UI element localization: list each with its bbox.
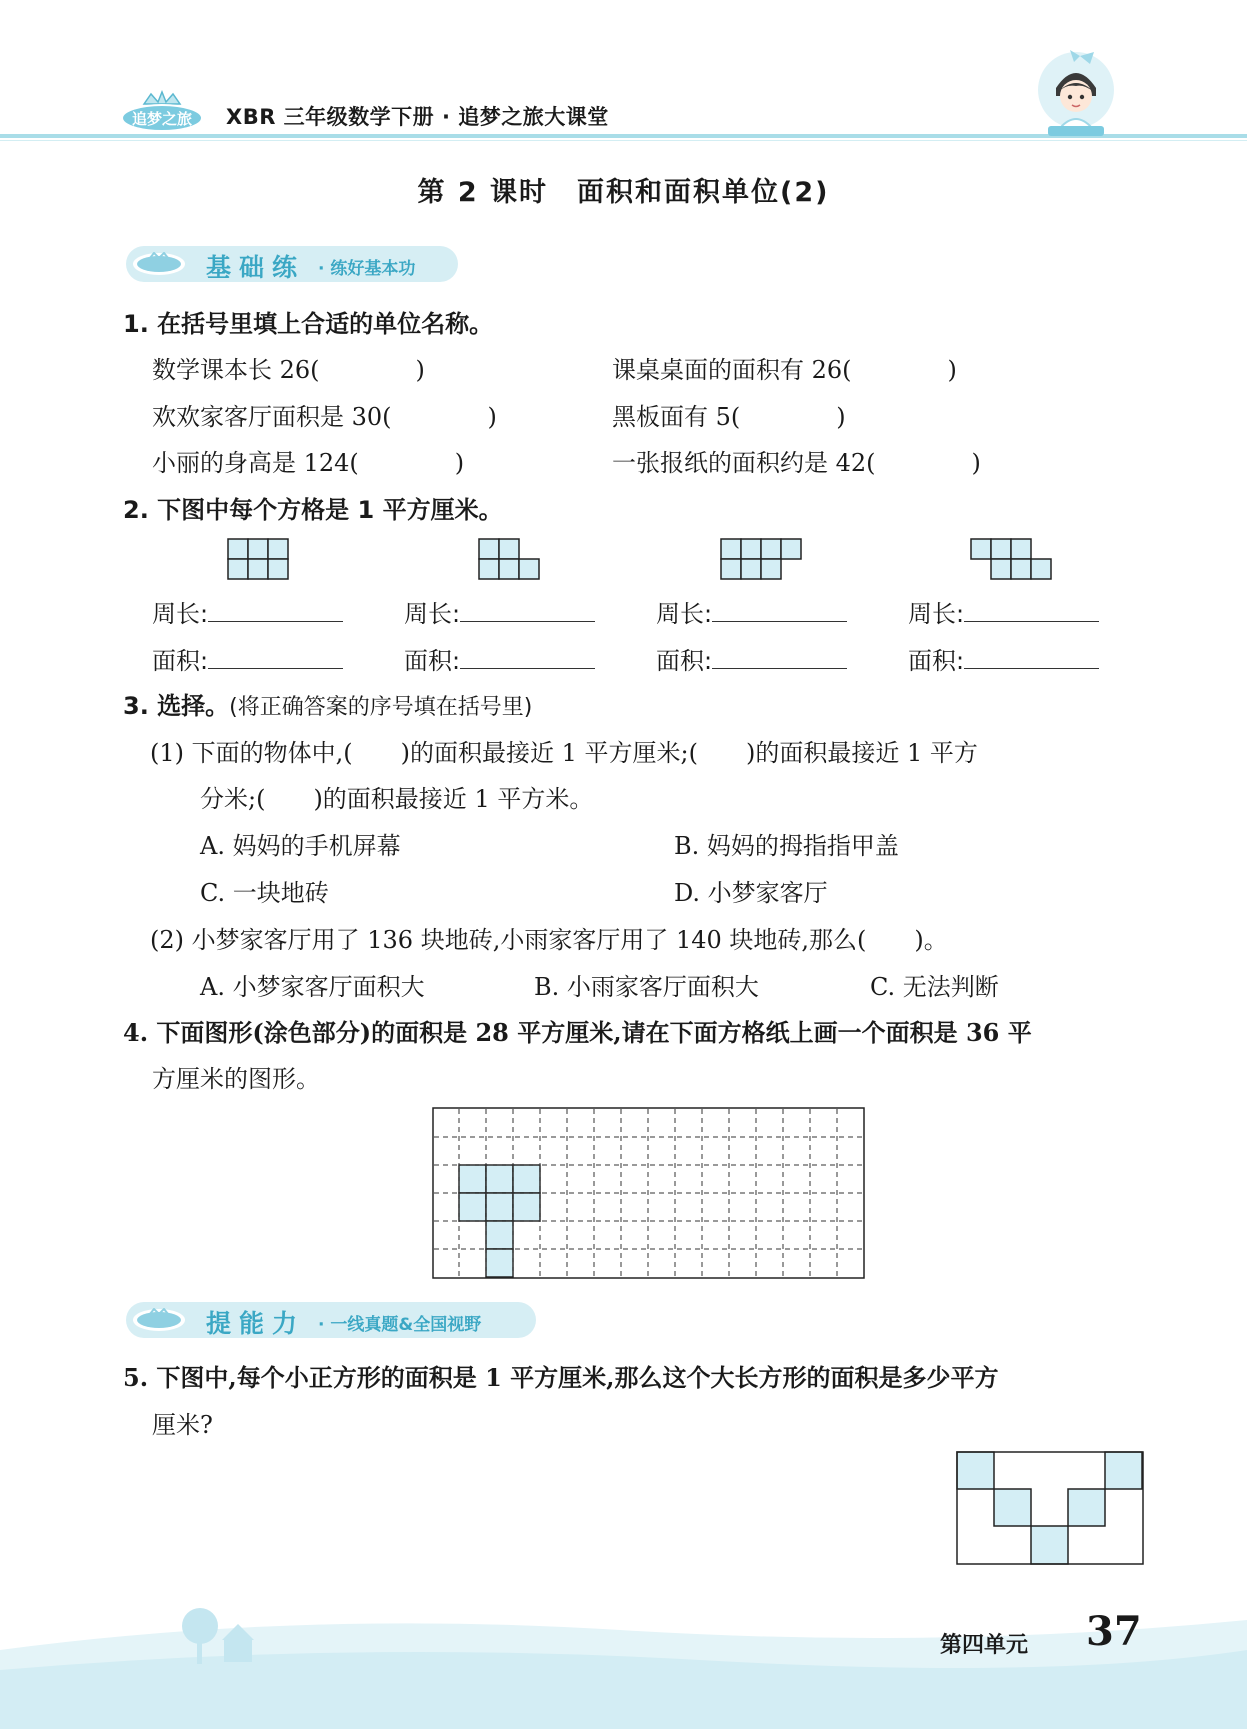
- q3-part2-option-a: A. 小梦家客厅面积大: [200, 973, 425, 1001]
- q5-line1: [123, 1358, 999, 1393]
- q2-area-row-3: [656, 641, 847, 676]
- q3-part1-line2: 分米;( )的面积最接近 1 平方米。: [200, 785, 594, 813]
- perimeter-label: 周长:: [908, 600, 965, 628]
- q1-item-2: 课桌桌面的面积有 26( ): [612, 356, 957, 384]
- q5-text-line1: 5. 下图中,每个小正方形的面积是 1 平方厘米,那么这个大长方形的面积是多少平方: [123, 1363, 999, 1392]
- lesson-title: 第 2 课时 面积和面积单位(2): [417, 177, 830, 208]
- section-banner-advanced: [126, 1302, 536, 1338]
- q3-title: 3. 选择。: [123, 692, 230, 720]
- q1-title: 1. 在括号里填上合适的单位名称。: [123, 310, 494, 338]
- section-title-advanced: 提能力: [206, 1309, 306, 1338]
- footer-unit-label: 第四单元: [940, 1633, 1029, 1658]
- answer-line: [712, 597, 847, 622]
- q3-option-c: C. 一块地砖: [200, 879, 329, 907]
- brand-logo: [118, 90, 206, 134]
- q3-option-b: B. 妈妈的拇指指甲盖: [674, 832, 899, 860]
- q2-figure-1: [227, 538, 289, 580]
- q3-part2-line: (2) 小梦家客厅用了 136 块地砖,小雨家客厅用了 140 块地砖,那么( )。: [150, 926, 948, 954]
- area-label: 面积:: [152, 647, 209, 675]
- area-label: 面积:: [404, 647, 461, 675]
- q2-area-row-2: [404, 641, 595, 676]
- q3-part2-option-c: C. 无法判断: [870, 973, 999, 1001]
- answer-line: [208, 644, 343, 669]
- answer-line: [964, 597, 1099, 622]
- q1-item-6: 一张报纸的面积约是 42( ): [612, 449, 981, 477]
- area-label: 面积:: [908, 647, 965, 675]
- q1-item-4: 黑板面有 5( ): [612, 403, 846, 431]
- footer-decoration: [0, 1590, 1247, 1729]
- q1-item-3: 欢欢家客厅面积是 30( ): [152, 403, 497, 431]
- q2-perimeter-row-3: [656, 594, 847, 629]
- section-banner-basic: [126, 246, 458, 282]
- mascot-illustration: [1036, 50, 1116, 138]
- q2-area-row-4: [908, 641, 1099, 676]
- header-rule-thin: [0, 140, 1247, 141]
- perimeter-label: 周长:: [404, 600, 461, 628]
- q3-title-row: [123, 686, 532, 721]
- q3-part1-line1: (1) 下面的物体中,( )的面积最接近 1 平方厘米;( )的面积最接近 1 平方: [150, 739, 978, 767]
- q3-option-d: D. 小梦家客厅: [674, 879, 828, 907]
- perimeter-label: 周长:: [152, 600, 209, 628]
- q3-option-a: A. 妈妈的手机屏幕: [200, 832, 401, 860]
- q4-line2: 方厘米的图形。: [152, 1065, 320, 1093]
- q1-item-5: 小丽的身高是 124( ): [152, 449, 465, 477]
- answer-line: [460, 644, 595, 669]
- q2-perimeter-row-4: [908, 594, 1099, 629]
- q3-title-note: (将正确答案的序号填在括号里): [229, 695, 533, 720]
- q2-title: 2. 下图中每个方格是 1 平方厘米。: [123, 496, 503, 524]
- section-title-basic: 基础练: [206, 253, 306, 282]
- q4-grid-paper: [432, 1107, 866, 1280]
- q2-figure-2: [478, 538, 540, 580]
- answer-line: [460, 597, 595, 622]
- answer-line: [208, 597, 343, 622]
- q2-figure-4: [970, 538, 1052, 580]
- banner-logo-icon: [132, 252, 186, 276]
- q5-rectangle-figure: [956, 1451, 1146, 1567]
- q2-perimeter-row-1: [152, 594, 343, 629]
- q2-area-row-1: [152, 641, 343, 676]
- header-title: XBR 三年级数学下册 · 追梦之旅大课堂: [226, 105, 609, 129]
- q2-perimeter-row-2: [404, 594, 595, 629]
- q3-part2-option-b: B. 小雨家客厅面积大: [534, 973, 759, 1001]
- perimeter-label: 周长:: [656, 600, 713, 628]
- q2-figure-3: [720, 538, 802, 580]
- answer-line: [964, 644, 1099, 669]
- answer-line: [712, 644, 847, 669]
- q5-line2: 厘米?: [152, 1411, 213, 1439]
- section-subtitle-basic: · 练好基本功: [318, 259, 416, 279]
- q4-line1: [123, 1013, 1032, 1048]
- brand-logo-text: 追梦之旅: [131, 110, 193, 128]
- page-number: 37: [1086, 1608, 1142, 1655]
- section-subtitle-advanced: · 一线真题&全国视野: [318, 1315, 482, 1335]
- q4-text-line1: 4. 下面图形(涂色部分)的面积是 28 平方厘米,请在下面方格纸上画一个面积是 36 平: [123, 1018, 1032, 1047]
- q1-item-1: 数学课本长 26( ): [152, 356, 425, 384]
- area-label: 面积:: [656, 647, 713, 675]
- banner-logo-icon: [132, 1308, 186, 1332]
